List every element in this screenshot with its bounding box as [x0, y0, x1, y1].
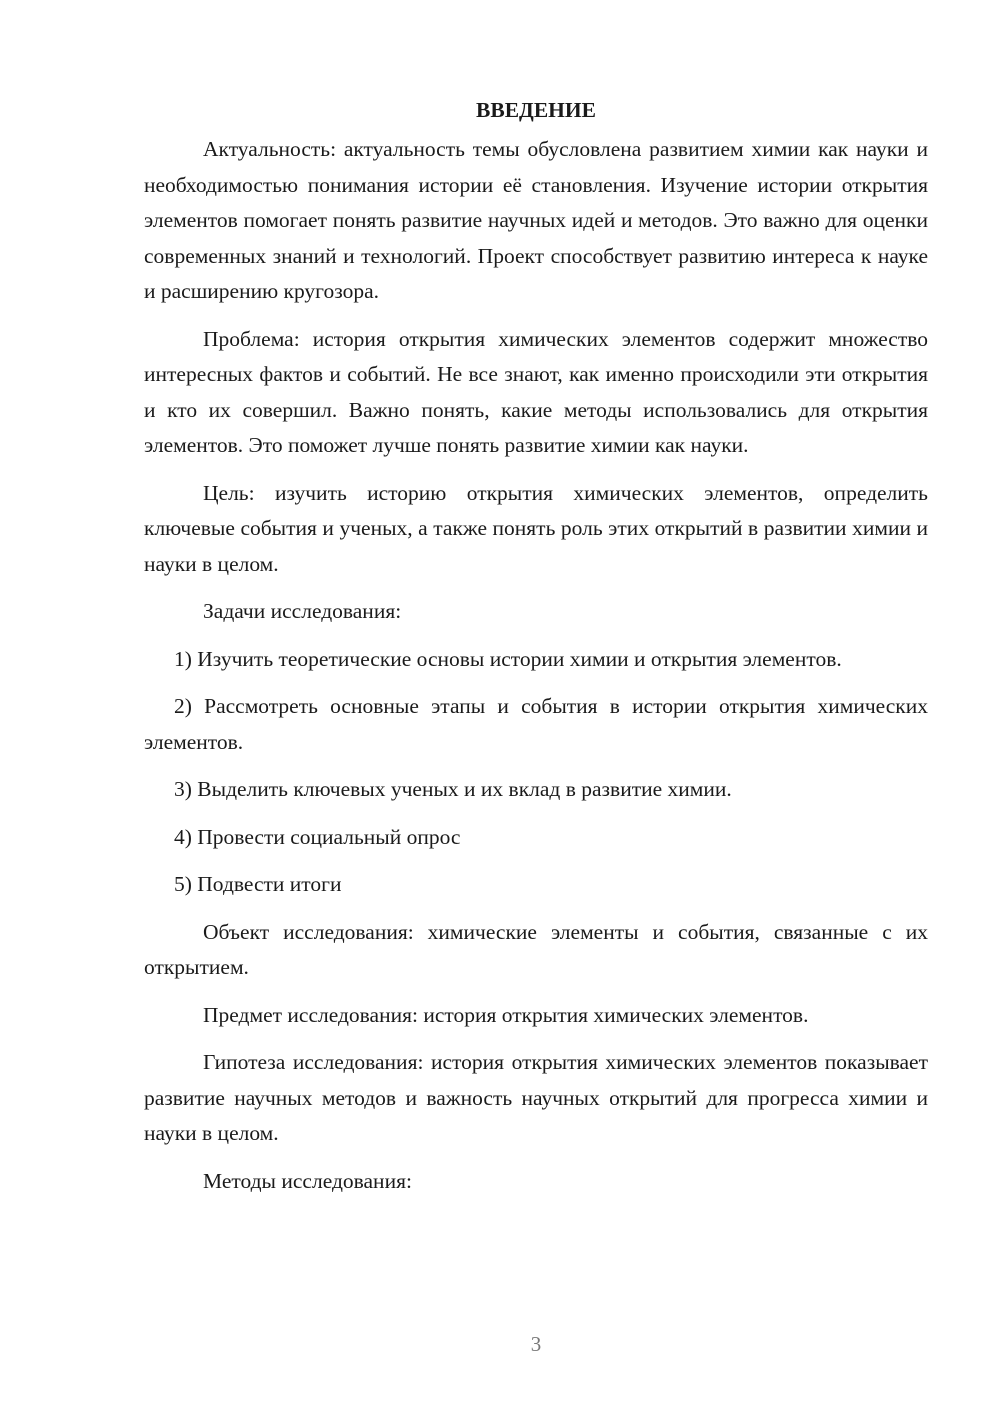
paragraph-subject: Предмет исследования: история открытия химических элементов. — [203, 1002, 809, 1027]
task-item-1: 1) Изучить теоретические основы истории химии и открытия элементов. — [174, 646, 842, 671]
page-content — [144, 92, 928, 1211]
paragraph-relevance: Актуальность: актуальность темы обусловлена развитием химии как науки и необходимостью понимания истории её становления. Изучение истории открытия элементов помогает понять развитие научных идей и методов. Это важно для оценки современных знаний и технологий. Проект способствует развитию интереса к науке и расширению кругозора. — [144, 137, 928, 303]
paragraph-problem: Проблема: история открытия химических элементов содержит множество интересных фактов и событий. Не все знают, как именно происходили эти открытия и кто их совершил. Важно понять, какие методы использовались для открытия элементов. Это поможет лучше понять развитие химии как науки. — [144, 326, 928, 457]
paragraph-object: Объект исследования: химические элементы и события, связанные с их открытием. — [144, 919, 928, 979]
task-item-5: 5) Подвести итоги — [174, 872, 342, 896]
page-number: 3 — [530, 1332, 542, 1356]
task-item-4: 4) Провести социальный опрос — [174, 824, 461, 849]
paragraph-goal: Цель: изучить историю открытия химических элементов, определить ключевые события и ученых, а также понять роль этих открытий в развитии химии и науки в целом. — [144, 480, 928, 576]
paragraph-tasks-heading: Задачи исследования: — [203, 599, 402, 623]
page-title: ВВЕДЕНИЕ — [476, 98, 596, 122]
paragraph-hypothesis: Гипотеза исследования: история открытия химических элементов показывает развитие научных методов и важность научных открытий для прогресса химии и науки в целом. — [144, 1050, 928, 1145]
task-item-2: 2) Рассмотреть основные этапы и события в истории открытия химических элементов. — [144, 694, 928, 754]
paragraph-methods: Методы исследования: — [203, 1168, 412, 1193]
task-item-3: 3) Выделить ключевых ученых и их вклад в развитие химии. — [174, 777, 732, 801]
